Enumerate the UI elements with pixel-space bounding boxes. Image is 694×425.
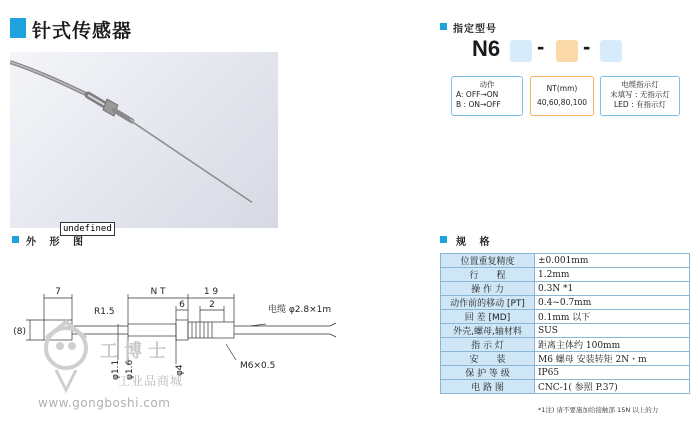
model-section-title: 指定型号 xyxy=(453,24,497,35)
dim-d4: φ4 xyxy=(175,364,185,376)
model-slot-action xyxy=(510,40,532,62)
spec-section-marker xyxy=(440,236,447,243)
dim-h8: (8) xyxy=(13,327,26,337)
spec-note: *1注) 请不要施加给接触部 15N 以上的力 xyxy=(538,406,659,414)
nt-info-box xyxy=(530,76,594,116)
spec-value: 0.4~0.7mm xyxy=(535,296,690,310)
model-slot-nt xyxy=(556,40,578,62)
watermark-mascot-icon xyxy=(36,318,96,398)
spec-key: 外壳,螺母,轴材料 xyxy=(441,324,535,338)
dim-19: 1 9 xyxy=(203,287,219,297)
spec-value: ±0.001mm xyxy=(535,254,690,268)
dim-cable: 电缆 φ2.8×1m xyxy=(268,305,332,315)
watermark-logo: 工博士 xyxy=(100,341,172,362)
led-line-2: LED : 有指示灯 xyxy=(614,100,666,109)
dim-7: 7 xyxy=(55,287,61,297)
dim-r15: R1.5 xyxy=(94,307,115,317)
model-dash-2: - xyxy=(583,34,591,59)
spec-key: 操 作 力 xyxy=(441,282,535,296)
led-info-box xyxy=(600,76,680,116)
spec-key: 电 路 图 xyxy=(441,380,535,394)
nt-values: 40,60,80,100 xyxy=(536,98,588,107)
spec-row xyxy=(441,296,690,310)
title-marker xyxy=(10,18,26,38)
dim-thread: M6×0.5 xyxy=(240,361,276,371)
spec-row xyxy=(441,254,690,268)
led-title: 电缆指示灯 xyxy=(621,80,659,89)
spec-value: 距离主体约 100mm xyxy=(535,338,690,352)
spec-key: 回 差 [MD] xyxy=(441,310,535,324)
spec-value: IP65 xyxy=(535,366,690,380)
spec-key: 位置重复精度 xyxy=(441,254,535,268)
spec-key: 安 装 xyxy=(441,352,535,366)
action-info-box xyxy=(451,76,523,116)
spec-table xyxy=(440,253,690,394)
action-title: 动作 xyxy=(479,80,495,89)
led-line-1: 未填写 : 无指示灯 xyxy=(610,90,670,99)
spec-key: 指 示 灯 xyxy=(441,338,535,352)
dim-2: 2 xyxy=(209,300,215,310)
pin-sensor-illustration xyxy=(10,52,278,228)
spec-value: SUS xyxy=(535,324,690,338)
spec-key: 保 护 等 级 xyxy=(441,366,535,380)
outline-section-marker xyxy=(12,236,19,243)
outline-section-title: 外 形 图 xyxy=(26,237,88,248)
spec-key: 行 程 xyxy=(441,268,535,282)
dim-nt: N T xyxy=(150,287,166,297)
product-photo xyxy=(10,52,278,228)
spec-value: 0.1mm 以下 xyxy=(535,310,690,324)
action-line-2: B : ON→OFF xyxy=(456,100,501,109)
page-title: 针式传感器 xyxy=(32,20,133,42)
nt-title: NT(mm) xyxy=(546,84,578,93)
spec-row xyxy=(441,282,690,296)
spec-section-title: 规 格 xyxy=(456,237,495,248)
dim-d16: φ1.6 xyxy=(125,359,135,380)
spec-key: 动作前的移动 [PT] xyxy=(441,296,535,310)
spec-row xyxy=(441,352,690,366)
action-line-1: A: OFF→ON xyxy=(456,90,499,99)
watermark-mall: 工业品商城 xyxy=(118,374,184,388)
spec-value: 1.2mm xyxy=(535,268,690,282)
model-prefix: N6 xyxy=(472,36,501,61)
model-dash-1: - xyxy=(537,34,545,59)
spec-value: 0.3N *1 xyxy=(535,282,690,296)
model-section-marker xyxy=(440,23,447,30)
spec-row xyxy=(441,366,690,380)
spec-row xyxy=(441,268,690,282)
spec-row xyxy=(441,324,690,338)
spec-value: CNC-1( 参照 P.37) xyxy=(535,380,690,394)
spec-value: M6 螺母 安装转矩 2N・m xyxy=(535,352,690,366)
model-slot-led xyxy=(600,40,622,62)
image-tooltip: undefined xyxy=(60,222,115,236)
spec-row xyxy=(441,338,690,352)
spec-row xyxy=(441,310,690,324)
dim-d11: φ1.1 xyxy=(111,359,121,380)
dim-6: 6 xyxy=(179,300,185,310)
spec-row xyxy=(441,380,690,394)
watermark-url: www.gongboshi.com xyxy=(38,396,171,410)
